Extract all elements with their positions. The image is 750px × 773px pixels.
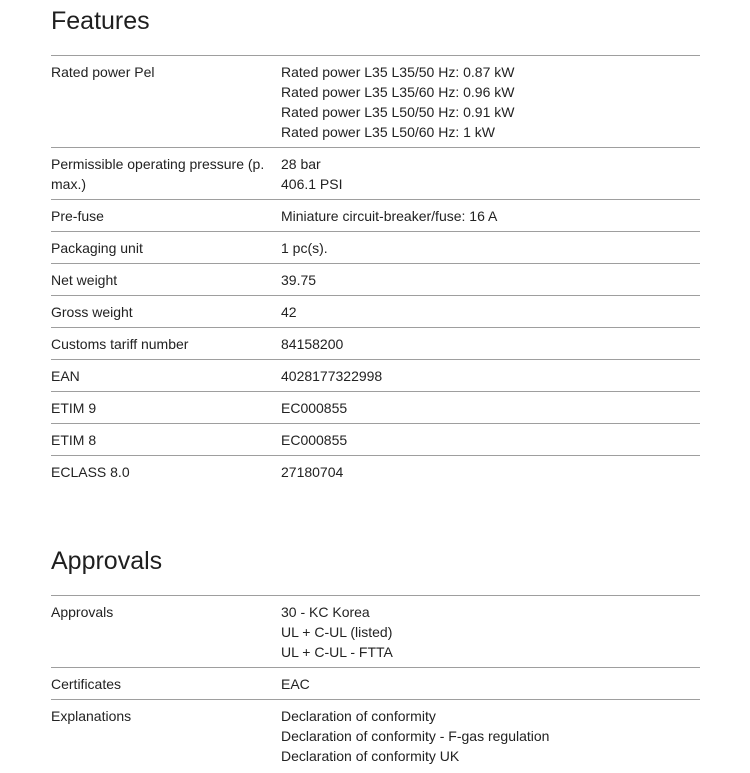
spec-row-etim-9 (51, 392, 700, 424)
spec-label: Pre-fuse (51, 208, 104, 224)
spec-label: Approvals (51, 604, 114, 620)
approvals-section (51, 546, 700, 771)
spec-value: 42 (281, 304, 297, 320)
spec-label: EAN (51, 368, 80, 384)
spec-values (281, 206, 700, 226)
spec-value: EC000855 (281, 432, 348, 448)
spec-row-etim-8 (51, 424, 700, 456)
spec-row-rated-power (51, 56, 700, 148)
spec-label: Net weight (51, 272, 118, 288)
spec-value: 1 pc(s). (281, 240, 328, 256)
features-heading: Features (51, 7, 150, 35)
spec-label: Certificates (51, 676, 122, 692)
spec-row-eclass (51, 456, 700, 487)
spec-value: Declaration of conformity (281, 708, 436, 724)
spec-value: EC000855 (281, 400, 348, 416)
spec-label: Rated power Pel (51, 64, 155, 80)
spec-value: Declaration of conformity - F-gas regulation (281, 728, 550, 744)
spec-row-gross-weight (51, 296, 700, 328)
spec-label: ECLASS 8.0 (51, 464, 130, 480)
spec-values (281, 62, 700, 142)
approvals-heading: Approvals (51, 547, 163, 575)
spec-label: Gross weight (51, 304, 133, 320)
spec-value: Rated power L35 L50/50 Hz: 0.91 kW (281, 104, 515, 120)
spec-label: ETIM 9 (51, 400, 97, 416)
spec-row-certificates (51, 668, 700, 700)
features-table (51, 55, 700, 487)
spec-row-explanations (51, 700, 700, 771)
spec-row-customs-tariff (51, 328, 700, 360)
spec-label: Explanations (51, 708, 132, 724)
spec-value: Rated power L35 L35/50 Hz: 0.87 kW (281, 64, 515, 80)
spec-row-packaging-unit (51, 232, 700, 264)
spec-row-pre-fuse (51, 200, 700, 232)
spec-value: Declaration of conformity UK (281, 748, 460, 764)
spec-value: EAC (281, 676, 310, 692)
spec-value: 27180704 (281, 464, 344, 480)
spec-values (281, 238, 700, 258)
spec-value: 406.1 PSI (281, 176, 343, 192)
spec-values (281, 154, 700, 194)
spec-values (281, 302, 700, 322)
approvals-table (51, 595, 700, 771)
spec-row-ean (51, 360, 700, 392)
spec-value: 30 - KC Korea (281, 604, 370, 620)
spec-row-approvals (51, 596, 700, 668)
spec-value: Rated power L35 L50/60 Hz: 1 kW (281, 124, 496, 140)
spec-label: Customs tariff number (51, 336, 189, 352)
spec-label: Packaging unit (51, 240, 143, 256)
spec-values (281, 366, 700, 386)
spec-values (281, 334, 700, 354)
spec-values (281, 398, 700, 418)
spec-values (281, 270, 700, 290)
spec-value: Rated power L35 L35/60 Hz: 0.96 kW (281, 84, 515, 100)
spec-value: 39.75 (281, 272, 317, 288)
spec-value: 84158200 (281, 336, 344, 352)
spec-label: ETIM 8 (51, 432, 97, 448)
spec-values (281, 602, 700, 662)
spec-row-operating-pressure (51, 148, 700, 200)
spec-value: 4028177322998 (281, 368, 383, 384)
spec-value: Miniature circuit-breaker/fuse: 16 A (281, 208, 498, 224)
spec-value: UL + C-UL (listed) (281, 624, 393, 640)
features-section (51, 6, 700, 487)
spec-label: Permissible operating pressure (p. max.) (51, 156, 265, 192)
spec-values (281, 430, 700, 450)
spec-values (281, 462, 700, 482)
spec-values (281, 674, 700, 694)
spec-value: 28 bar (281, 156, 321, 172)
spec-row-net-weight (51, 264, 700, 296)
spec-value: UL + C-UL - FTTA (281, 644, 393, 660)
spec-values (281, 706, 700, 766)
